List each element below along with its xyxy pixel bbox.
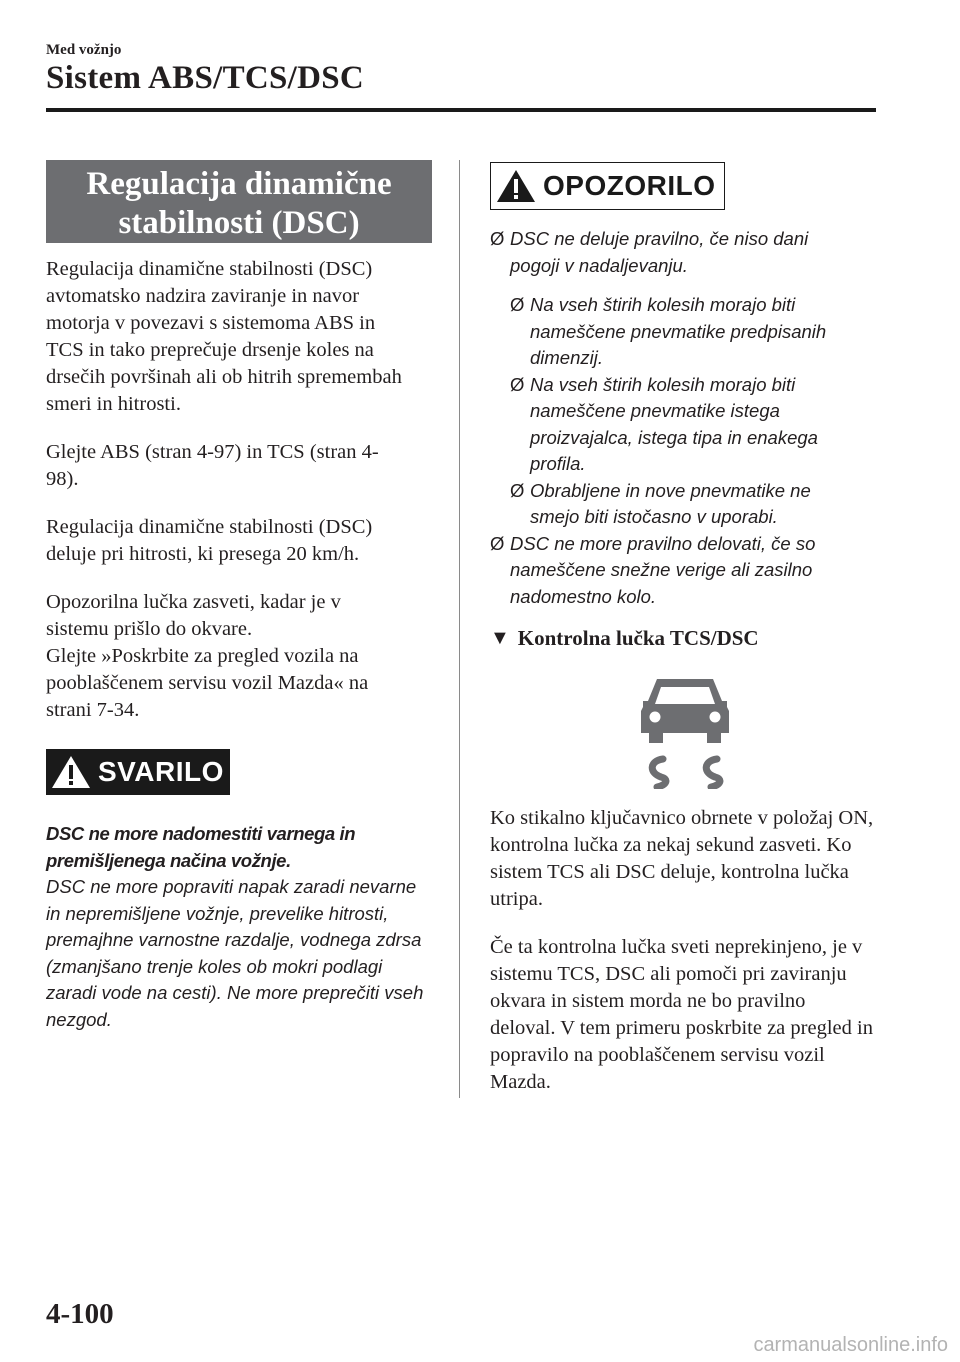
- section-title-line1: Regulacija dinamične: [86, 166, 392, 202]
- list-item: [510, 292, 860, 372]
- bullet-marker: Ø: [490, 532, 505, 554]
- svarilo-box: [46, 749, 432, 1033]
- bullet-text: DSC ne deluje pravilno, če niso dani pogoji v nadaljevanju.: [510, 228, 809, 276]
- tcs-dsc-indicator-area: [490, 673, 880, 791]
- section-title-line2: stabilnosti (DSC): [118, 205, 360, 241]
- left-column: [46, 160, 432, 1033]
- opozorilo-label: [490, 162, 725, 210]
- list-item: [510, 478, 860, 531]
- list-item: [490, 531, 855, 611]
- breadcrumb: Med vožnjo: [46, 42, 122, 58]
- subheading-text: Kontrolna lučka TCS/DSC: [517, 626, 759, 650]
- bullet-text: Na vseh štirih kolesih morajo biti nameščene pnevmatike istega proizvajalca, istega tipa in enakega profila.: [530, 373, 818, 474]
- list-item: [510, 372, 860, 478]
- paragraph-dsc-speed: Regulacija dinamične stabilnosti (DSC) deluje pri hitrosti, ki presega 20 km/h.: [46, 516, 373, 565]
- warning-triangle-icon: [50, 754, 92, 790]
- warning-triangle-icon: [495, 168, 537, 204]
- bullet-text: DSC ne more pravilno delovati, če so nameščene snežne verige ali zasilno nadomestno kolo.: [510, 532, 816, 607]
- bullet-marker: Ø: [510, 294, 525, 315]
- paragraph-see-abs-tcs: Glejte ABS (stran 4-97) in TCS (stran 4-98).: [46, 441, 379, 490]
- bullet-marker: Ø: [490, 228, 505, 249]
- paragraph-light-steady: Če ta kontrolna lučka sveti neprekinjeno, je v sistemu TCS, DSC ali pomoči pri zaviranju okvara in sistem morda ne bo pravilno deloval. V tem primeru poskrbite za pregled in popravilo na pooblaščenem servisu vozil Mazda.: [490, 936, 873, 1093]
- paragraph-warning-light: Opozorilna lučka zasveti, kadar je v sistemu prišlo do okvare.: [46, 591, 341, 640]
- svarilo-text: DSC ne more popraviti napak zaradi nevarne in nepremišljene vožnje, prevelike hitrosti, premajhne varnostne razdalje, vodnega zdrsa (zmanjšano trenje koles ob mokri podlagi zaradi vode na cesti). Ne more preprečiti vseh nezgod.: [46, 876, 424, 1030]
- svarilo-label-text: SVARILO: [98, 756, 224, 787]
- subheading-tcs-dsc-light: [490, 626, 880, 651]
- header-divider: [46, 108, 876, 112]
- opozorilo-label-text: OPOZORILO: [543, 170, 716, 201]
- subheading-marker: ▼: [490, 627, 510, 649]
- right-column: [490, 162, 880, 1096]
- bullet-marker: Ø: [510, 479, 525, 501]
- section-title-banner: [46, 160, 432, 243]
- bullet-text: Na vseh štirih kolesih morajo biti nameščene pnevmatike predpisanih dimenzij.: [530, 294, 827, 368]
- list-item: [490, 226, 850, 279]
- paragraph-dsc-intro: Regulacija dinamične stabilnosti (DSC) avtomatsko nadzira zaviranje in navor motorja v povezavi s sistemoma ABS in TCS in tako preprečuje drsenje koles na drsečih površinah ali ob hitrih spremembah smeri in hitrosti.: [46, 258, 402, 415]
- page-title: Sistem ABS/TCS/DSC: [46, 60, 365, 96]
- bullet-marker: Ø: [510, 373, 525, 395]
- paragraph-see-inspection: Glejte »Poskrbite za pregled vozila na pooblaščenem servisu vozil Mazda« na strani 7-34.: [46, 645, 369, 721]
- watermark: carmanualsonline.info: [753, 1334, 948, 1356]
- svarilo-label: [46, 749, 230, 795]
- skidding-car-icon: [633, 673, 737, 789]
- paragraph-light-on: Ko stikalno ključavnico obrnete v položaj ON, kontrolna lučka za nekaj sekund zasveti. Ko sistem TCS ali DSC deluje, kontrolna lučka utripa.: [490, 807, 874, 910]
- page-number: 4-100: [46, 1298, 114, 1330]
- bullet-text: Obrabljene in nove pnevmatike ne smejo biti istočasno v uporabi.: [530, 479, 811, 527]
- svarilo-bold-text: DSC ne more nadomestiti varnega in premišljenega načina vožnje.: [46, 823, 356, 871]
- opozorilo-list: [490, 226, 880, 610]
- column-divider: [459, 160, 460, 1098]
